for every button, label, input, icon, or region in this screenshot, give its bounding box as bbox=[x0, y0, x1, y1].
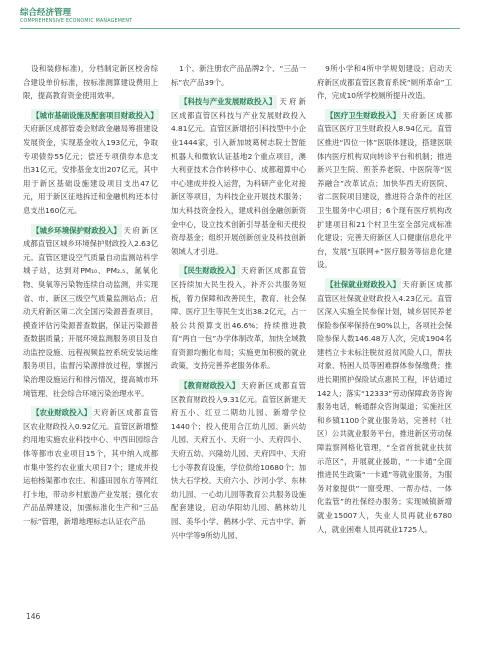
section-paragraph bbox=[23, 109, 158, 218]
paragraph bbox=[317, 62, 452, 103]
section-text: 天府新区成都直管区社保就业财政投入4.23亿元。直管区深入实施全民参保计划，城乡居民养老保险参保率保持在90%以上，各项社会保险参保人数146.48万人次，完成1904名建档立卡未标注脱贫返贫风险人口，帮扶对象、特困人员等困难群体参保缴费；推进长期照护保险试点惠民工程，评估通过142人；落实“12333”劳动保障政务咨询服务电话，畅通群众咨询渠道；实施社区和乡镇1100个就业服务站，完善村（社区）公共就业服务平台，推进新区劳动保障监察网格化管理，“全省首批就业扶贫示范区”，开展就业援助，“一卡通”全面推进民生政策“一卡通”等就业服务，为服务对象提供“一窗受理、一帮办结、一体化监管”的社保经办服务；实现城镇新增就业15007人，失业人员再就业6780人，就业困难人员再就业1725人。 bbox=[317, 279, 452, 534]
section-text: 天府新区成都直管区教育财政投入9.31亿元。直管区新建天府五小、红豆二期幼儿园、新增学位1440个；投入使用合江幼儿园、新兴幼儿园、天府五小、天府一小、天府四小、天府五幼、兴隆幼儿园、天府四中、天府七小等教育设施，学位供给10680个；加快大石学校、天府六小、沙河小学、东林幼儿园、一心幼儿园等教育公共服务设施配套建设，启动华阳幼儿园、鹤林幼儿园、美华小学、鹤林小学、元吉中学、新兴中学等9所幼儿园、 bbox=[171, 381, 306, 540]
paragraph-text: 9所小学和4所中学规划建设；启动天府新区成都直管区教育系统“厕所革命”工作，完成10所学校厕所提升改造。 bbox=[317, 64, 452, 101]
section-heading: 【城市基础设施及配套项目财政投入】 bbox=[31, 109, 159, 123]
section-text: 天府新区成都直管区城乡环境保护财政投入2.63亿元。直管区建设空气质量自动监测站科学城子站，达到对PM₁₀、PM₂.₅、氮氧化物、臭氧等污染物连续自动监测，并实现省、市、新区三级空气质量监测站点；启动天府新区第二次全国污染源普查项目，摸查评估污染源普查数据，保证污染源普查数据质量；开展环境监测服务项目及自动监控设施、远程视频监控系统安装运维服务项目，监督污染源排放过程，掌握污染治理设施运行和排污情况，提高城市环境管理、社会综合环境污染治理水平。 bbox=[23, 225, 158, 398]
paragraph bbox=[171, 62, 306, 89]
section-paragraph bbox=[23, 406, 158, 528]
section-paragraph bbox=[317, 278, 452, 536]
page-number: 146 bbox=[26, 612, 41, 621]
section-paragraph bbox=[171, 379, 306, 542]
paragraph-text: 1个、新注册农产品品牌2个、“三品一标”农产品39个。 bbox=[171, 64, 306, 87]
header-subtitle: COMPREHENSIVE ECONOMIC MANAGEMENT bbox=[20, 19, 133, 24]
text-column-2 bbox=[171, 62, 306, 542]
section-paragraph bbox=[23, 224, 158, 401]
section-heading: 【教育财政投入】 bbox=[179, 379, 240, 393]
section-heading: 【科技与产业发展财政投入】 bbox=[179, 95, 277, 109]
header-rule bbox=[20, 28, 460, 29]
section-text: 天府新区成都直管区医疗卫生财政投入8.94亿元。直管区推进“四位一体”医联体建设，搭建医联体内医疗机构双向转诊平台和机制；推进新兴卫生院、煎茶养老院、中医院等“医养融合”改革试点；加快华西天府医院、省二医院项目建设，推进符合条件的社区卫生服务中心项目；6个现有医疗机构改扩建项目和21个村卫生室全部完成标准化建设；完善天府新区人口健康信息化平台，发展“互联网+”医疗服务等信息化建设。 bbox=[317, 110, 452, 270]
section-paragraph bbox=[171, 264, 306, 373]
page-header bbox=[20, 8, 460, 25]
paragraph bbox=[23, 62, 158, 103]
section-paragraph bbox=[171, 95, 306, 258]
section-text: 天府新区成都直管区持续加大民生投入，补齐公共服务短板，着力保障和改善民生，教育、社会保障、医疗卫生等民生支出38.2亿元，占一般公共预算支出46.6%；持续推进教育“两自一包”办学体制改革，加快全域教育资源均衡化布局；实施更加积极的就业政策，支持完善养老服务体系。 bbox=[171, 266, 306, 371]
section-text: 天府新区成都直管区农业财政投入0.92亿元。直管区新增整约用地实施农业科技中心、中西田园综合体等都市农业项目15个，其中纳入成都市集中签约农业重大项目7个；建成并投运柏杨渠都市农庄、和盛田园东方等网红打卡地，带动乡村旅游产业发展；强化农产品品牌建设，加强标准化生产和“三品一标”管理，新增地理标志认证农产品 bbox=[23, 408, 158, 526]
section-heading: 【城乡环境保护财政投入】 bbox=[31, 224, 122, 238]
text-column-1 bbox=[23, 62, 158, 529]
paragraph-text: 设和装修标准)，分档制定新区校舍综合建设单价标准，按标准测算建设费用上限，提高教育资金使用效率。 bbox=[23, 64, 158, 101]
section-paragraph bbox=[317, 109, 452, 272]
text-column-3 bbox=[317, 62, 452, 536]
section-text: 天府新区成都直管区科技与产业发展财政投入4.81亿元。直管区新增招引科技型中小企业1444家，引入新加坡葛树志院士智能机器人和微软认证基地2个重点项目，澳大利亚技术合作转移中心、成都超算中心中心建成并投入运营，为科研产业化对接新区等项目，为科技企业开展技术服务；加大科技资金投入，建成科创金融创新资金中心，设立技术创新引导基金和天使投资母基金；组织开展创新创业及科技创新领域人才引进。 bbox=[171, 97, 306, 256]
section-heading: 【农业财政投入】 bbox=[31, 406, 92, 420]
header-title: 综合经济管理 bbox=[20, 8, 72, 18]
section-text: 天府新区成都管委会财政金融局筹措建设发展资金，实现基金收入193亿元，争取专项债券55亿元；偿还专项债券本息支出31亿元，安排基金支出207亿元，其中用于新区基础设施建设项目支出47亿元，用于新区征地拆迁和金融机构还本付息支出160亿元。 bbox=[23, 124, 158, 215]
section-heading: 【民生财政投入】 bbox=[179, 264, 240, 278]
section-heading: 【社保就业财政投入】 bbox=[325, 278, 401, 292]
section-heading: 【医疗卫生财政投入】 bbox=[325, 109, 401, 123]
